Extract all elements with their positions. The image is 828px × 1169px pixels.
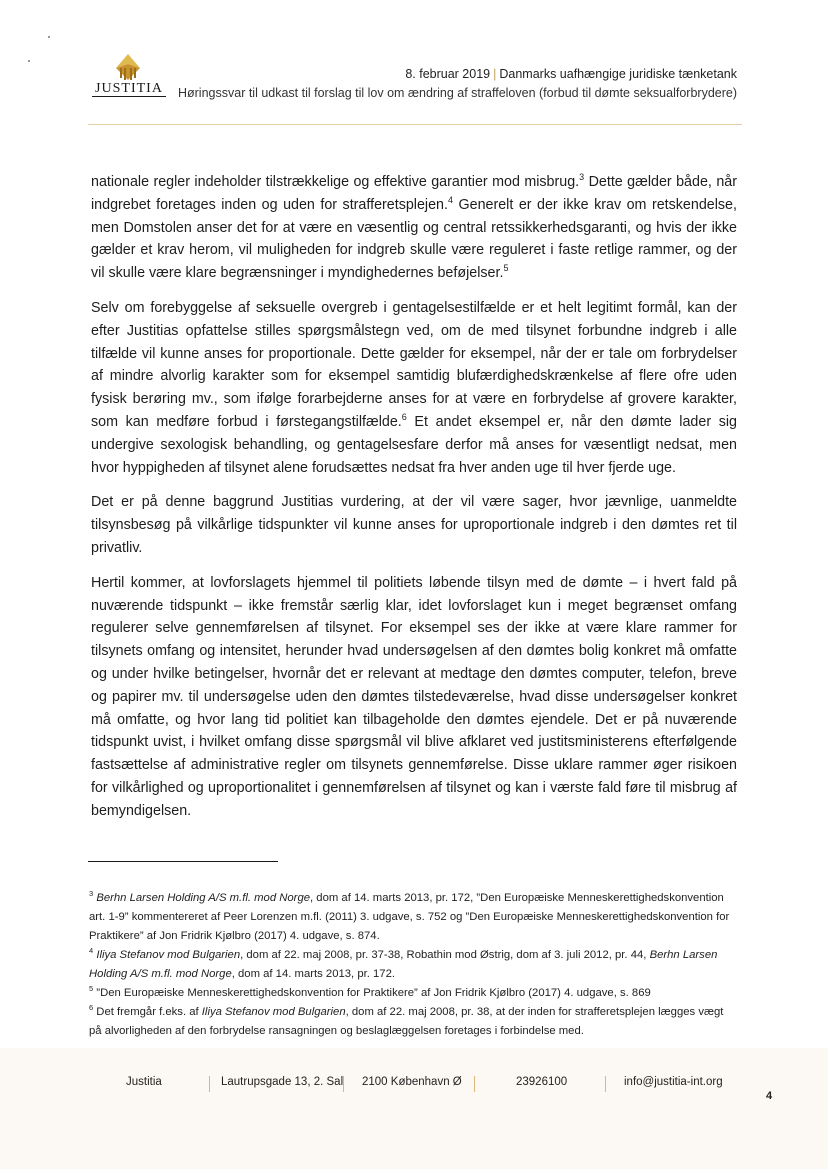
footer-separator xyxy=(209,1076,210,1092)
paragraph: Hertil kommer, at lovforslagets hjemmel til politiets løbende tilsyn med de dømte – i hvert fald på nuværende tidspunkt – ikke fremstår særlig klar, idet lovforslaget kun i meget begrænset omfang regulerer selve gennemførelsen af tilsynet. For eksempel ses der ikke at være klare rammer for tilsynets omfang og intensitet, herunder hvad undersøgelsen af den dømtes bolig konkret må omfatte og under hvilke betingelser, hvornår det er relevant at medtage den dømtes computer, telefon, breve og papirer mv. til undersøgelse uden den dømtes tilstedeværelse, hvad disse undersøgelser konkret må omfatte, og hvor lang tid politiet kan tilbageholde den dømtes ejendele. Det er på nuværende tidspunkt uvist, i hvilket omfang disse spørgsmål vil blive afklaret ved justitsministerens efterfølgende fastsættelse af administrative regler om tilsynets gennemførelse. Disse uklare rammer øger risikoen for vilkårlighed og uproportionalitet i gennemførelsen af tilsynet og kan i værste fald føre til misbrug af bemyndigelsen. xyxy=(91,574,737,819)
document-body xyxy=(91,171,737,835)
footer-separator xyxy=(605,1076,606,1092)
header-date-line xyxy=(405,67,737,81)
footnote-6: $^6$ Det fremgår f.eks. af Iliya Stefanov mod Bulgarien, dom af 22. maj 2008, pr. 38, at der inden for strafferetsplejen lægges vægt på alvorligheden af den forbrydelse ransagningen og beslaglæggelsen foretages i forbindelse med. xyxy=(89,1003,724,1037)
footer-band xyxy=(0,1048,828,1169)
header-subtitle: Høringssvar til udkast til forslag til lov om ændring af straffeloven (forbud til dømte seksualforbrydere) xyxy=(177,86,737,100)
footnote-5: $^5$ ”Den Europæiske Menneskerettighedskonvention for Praktikere” af Jon Fridrik Kjølbro (2017) 4. udgave, s. 869 xyxy=(89,984,651,999)
logo-wordmark: JUSTITIA xyxy=(92,82,166,97)
logo-emblem-icon xyxy=(106,52,150,82)
footer-city: 2100 København Ø xyxy=(362,1076,462,1088)
footer-name: Justitia xyxy=(126,1076,162,1088)
footer-separator xyxy=(343,1076,344,1092)
justitia-logo xyxy=(90,52,170,100)
page-number: 4 xyxy=(766,1090,773,1102)
footnote-3: $^3$ Berhn Larsen Holding A/S m.fl. mod Norge, dom af 14. marts 2013, pr. 172, ”Den Europæiske Menneskerettighedskonvention art. 1-9” kommentereret af Peer Lorenzen m.fl. (2011) 3. udgave, s. 752 og ”Den Europæiske Menneskerettighedskonvention for Praktikere” af Jon Fridrik Kjølbro (2017) 4. udgave, s. 874. xyxy=(89,889,730,942)
paragraph: Selv om forebyggelse af seksuelle overgreb i gentagelsestilfælde er et helt legitimt formål, kan der efter Justitias opfattelse stilles spørgsmålstegn ved, om de med tilsynet forbundne indgreb i alle tilfælde vil kunne anses for proportionale. Dette gælder for eksempel, når der er tale om forbrydelser af mindre alvorlig karakter som for eksempel samtidig blufærdighedskrænkelse af flere ofre uden fysisk berøring mv., som ifølge forarbejderne anses for at være en forbrydelse af grovere karakter, som kan medføre forbud i førstegangstilfælde.$^6$ Et andet eksempel er, når den dømte lader sig undergive sexologisk behandling, og gentagelsesfare derfor må anses for væsentligt nedsat, men hvor hyppigheden af tilsynet alene forudsættes nedsat fra hver anden uge til hver fjerde uge. xyxy=(91,299,738,476)
footnote-ref: 6 xyxy=(401,412,407,423)
header-divider xyxy=(88,124,742,125)
scan-speck xyxy=(48,36,50,38)
page-footer xyxy=(0,1076,828,1096)
header-organization: Danmarks uafhængige juridiske tænketank xyxy=(499,67,737,81)
footer-email[interactable]: info@justitia-int.org xyxy=(624,1076,723,1088)
footer-phone: 23926100 xyxy=(516,1076,568,1088)
scan-speck xyxy=(28,60,30,62)
footnote-ref: 3 xyxy=(579,172,585,183)
header-separator: | xyxy=(493,67,497,81)
footnotes xyxy=(89,889,739,1041)
footnote-4: $^4$ Iliya Stefanov mod Bulgarien, dom af 22. maj 2008, pr. 37-38, Robathin mod Østrig, dom af 3. juli 2012, pr. 44, Berhn Larsen Holding A/S m.fl. mod Norge, dom af 14. marts 2013, pr. 172. xyxy=(89,946,718,980)
footer-separator xyxy=(474,1076,475,1092)
paragraph: nationale regler indeholder tilstrækkelige og effektive garantier mod misbrug.$^3$ Dette gælder både, når indgrebet foretages inden og uden for strafferetsplejen.$^4$ Generelt er der ikke krav om retskendelse, men Domstolen anser det for at være en væsentlig og central retssikkerhedsgaranti, og hvis der ikke gælder et krav herom, vil muligheden for indgreb skulle være reguleret i faste retlige rammer, og der vil skulle være klare begrænsninger i myndighedernes beføjelser.$^5$ xyxy=(91,172,737,282)
footnote-divider xyxy=(88,861,278,862)
footer-address: Lautrupsgade 13, 2. Sal xyxy=(221,1076,344,1088)
header-date: 8. februar 2019 xyxy=(405,67,491,81)
footnote-ref: 5 xyxy=(503,263,509,274)
paragraph: Det er på denne baggrund Justitias vurdering, at der vil være sager, hvor jævnlige, uanmeldte tilsynsbesøg på vilkårlige tidspunkter vil kunne anses for uproportionale indgreb i den dømtes ret til privatliv. xyxy=(91,494,737,556)
footnote-ref: 4 xyxy=(447,195,453,206)
